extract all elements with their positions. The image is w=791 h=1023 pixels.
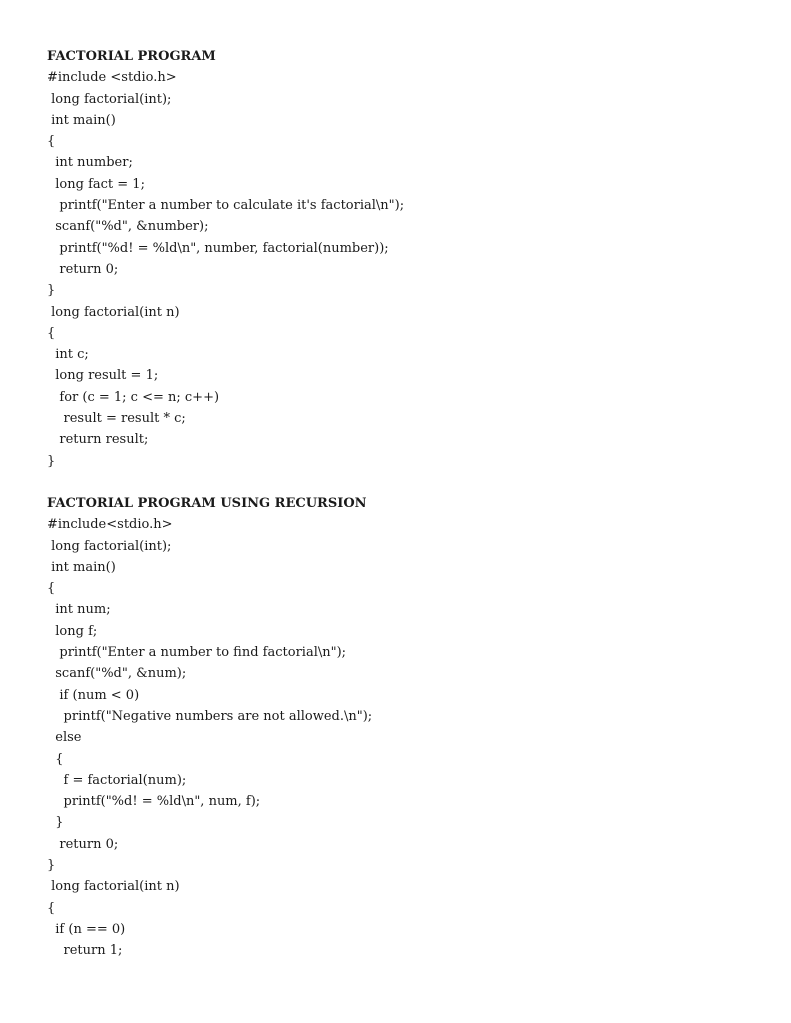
code-line: { [47,900,56,916]
code-block [47,67,767,472]
code-line: long result = 1; [47,368,159,384]
code-line: scanf("%d", &number); [47,219,209,235]
code-line: printf("Enter a number to calculate it's factorial\n"); [47,198,405,214]
section-heading: FACTORIAL PROGRAM [47,49,216,64]
code-line: { [47,581,56,597]
code-line: printf("%d! = %ld\n", number, factorial(number)); [47,240,389,256]
code-line: { [47,134,56,150]
code-line: long factorial(int); [47,91,172,107]
code-block [47,514,767,961]
code-line: long f; [47,623,98,639]
code-line: printf("Negative numbers are not allowed.\n"); [47,708,373,724]
code-line: #include <stdio.h> [47,70,177,86]
code-line: int number; [47,155,133,171]
code-line: { [47,325,56,341]
code-line: if (n == 0) [47,921,126,937]
code-line: return 1; [47,943,123,959]
code-line: long factorial(int n) [47,879,180,895]
code-line: f = factorial(num); [47,772,187,788]
code-line: printf("Enter a number to find factorial\n"); [47,645,347,661]
code-line: result = result * c; [47,411,186,427]
code-line: long fact = 1; [47,176,145,192]
code-line: } [47,857,56,873]
section-factorial-recursion [47,493,767,962]
section-heading: FACTORIAL PROGRAM USING RECURSION [47,495,367,511]
code-line: for (c = 1; c <= n; c++) [47,389,220,405]
code-line: if (num < 0) [47,687,140,703]
code-line: return 0; [47,261,119,277]
code-line: } [47,283,56,299]
code-line: int main() [47,559,116,575]
code-line: int c; [47,347,89,363]
code-line: return result; [47,432,149,448]
code-line: long factorial(int n) [47,304,180,320]
code-line: long factorial(int); [47,538,172,554]
code-line: return 0; [47,836,119,852]
section-factorial-program [47,46,767,472]
code-line: else [47,730,82,746]
code-line: } [47,453,56,469]
code-line: printf("%d! = %ld\n", num, f); [47,794,261,810]
code-line: int num; [47,602,111,618]
code-line: { [47,751,64,767]
code-line: } [47,815,64,831]
code-line: #include<stdio.h> [47,517,173,533]
code-line: int main() [47,112,116,128]
code-line: scanf("%d", &num); [47,666,187,682]
document-page [47,46,767,961]
